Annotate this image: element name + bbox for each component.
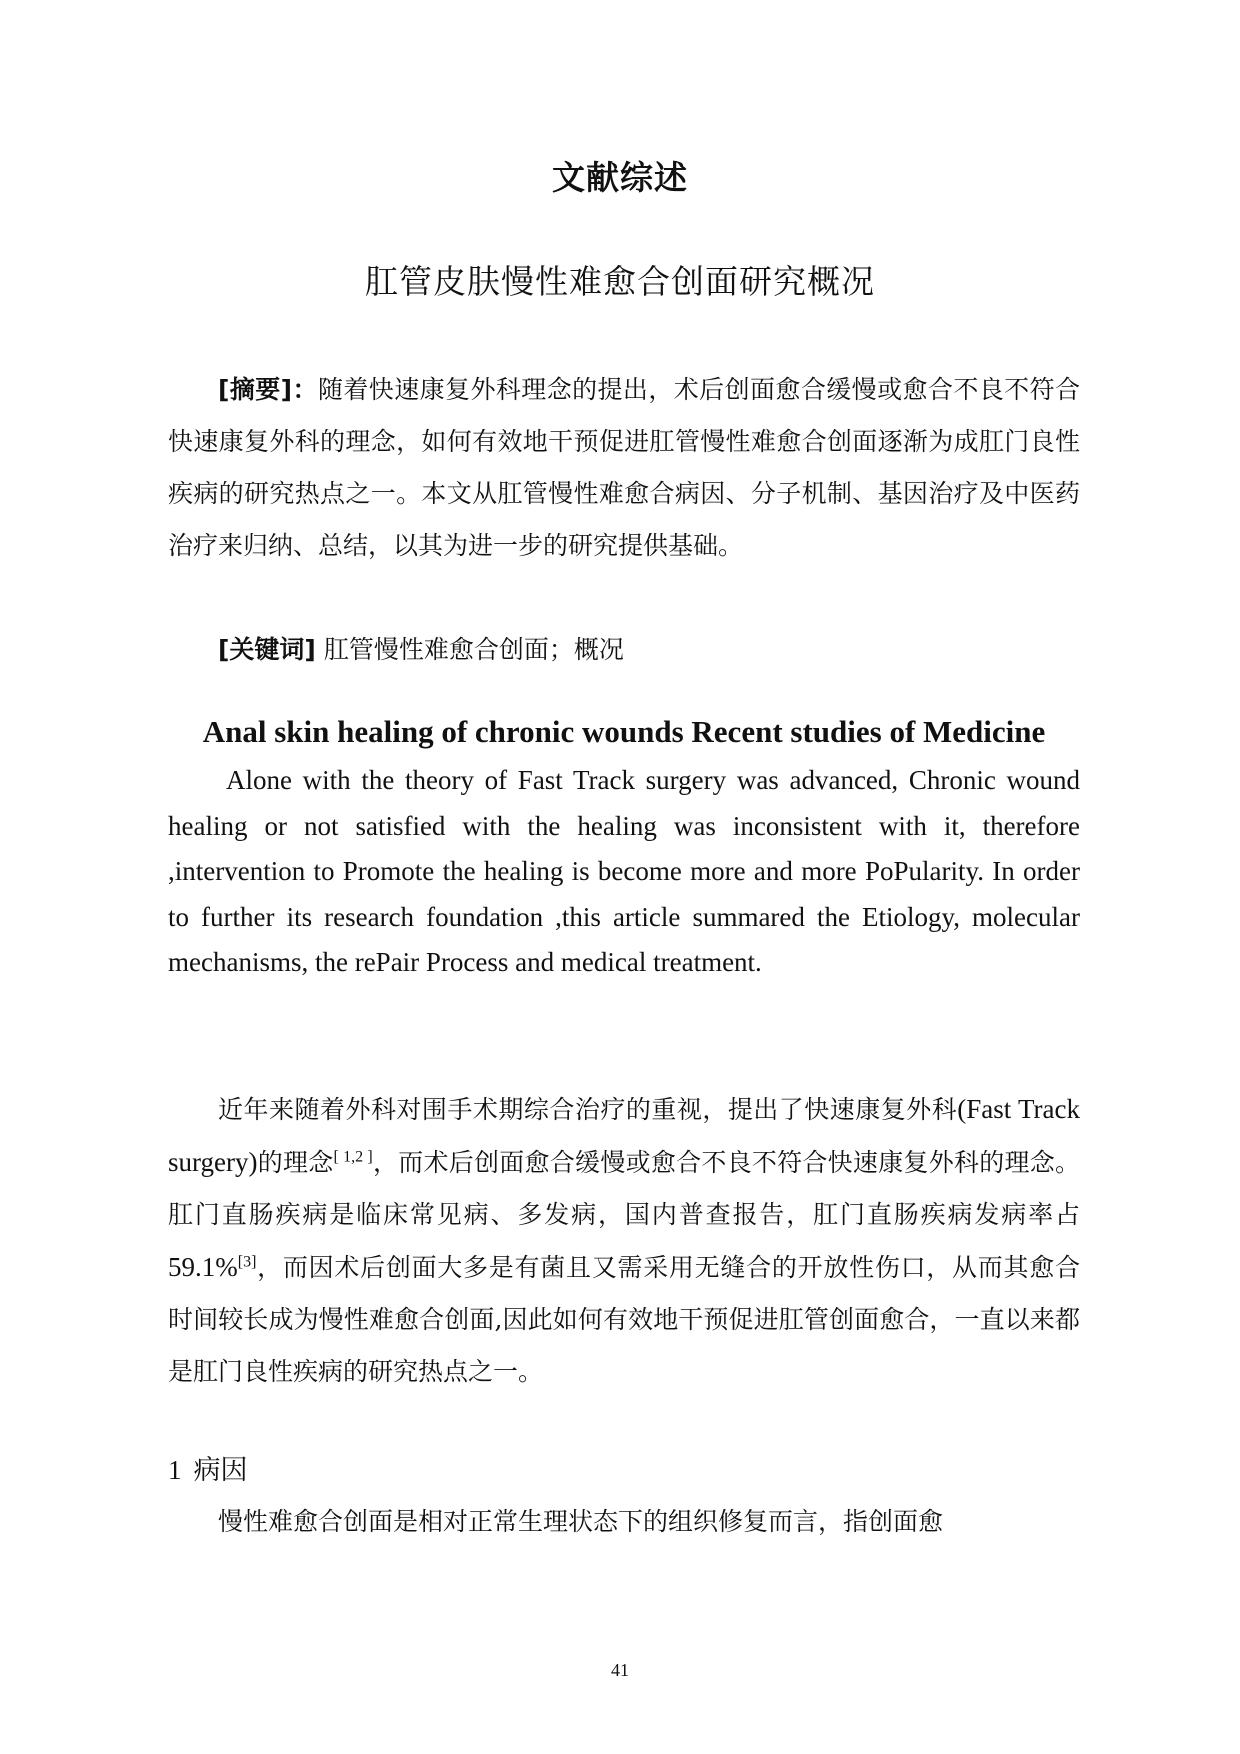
section-1-heading [168,1444,248,1497]
intro-paragraph [168,1083,1080,1398]
intro-text-1: 近年来随着外科对围手术期综合治疗的重视，提出了快速康复外科 [218,1095,958,1124]
intro-text-3: ，而术后创面愈合缓慢或愈合不良不符合快速康复外科的理念。肛门直肠疾病是临床常见病、多发病，国内普查报告，肛门直肠疾病发病率占 [168,1148,1080,1229]
keywords-label: [关键词] [218,635,316,664]
english-abstract: Alone with the theory of Fast Track surgery was advanced, Chronic wound healing or not satisfied with the healing was inconsistent with it, therefore ,intervention to Promote the healing is become more and more PoPularity. In order to further its research foundation ,this article summared the Etiology, molecular mechanisms, the rePair Process and medical treatment. [168,765,1080,977]
section-heading: 文献综述 [552,158,688,197]
intro-text-4: ，而因术后创面大多是有菌且又需采用无缝合的开放性伤口，从而其愈合时间较长成为慢性难愈合创面,因此如何有效地干预促进肛管创面愈合，一直以来都是肛门良性疾病的研究热点之一。 [168,1253,1080,1386]
intro-latin-term: (Fast Track surgery) [168,1094,1080,1177]
intro-percent: 59.1% [168,1252,238,1282]
section-1-number: 1 [168,1455,182,1485]
abstract-separator: ： [292,375,318,404]
page-number: 41 [611,1660,629,1680]
intro-text-2: 的理念 [257,1148,334,1177]
abstract-text: 随着快速康复外科理念的提出，术后创面愈合缓慢或愈合不良不符合快速康复外科的理念，如何有效地干预促进肛管慢性难愈合创面逐渐为成肛门良性疾病的研究热点之一。本文从肛管慢性难愈合病因、分子机制、基因治疗及中医药治疗来归纳、总结，以其为进一步的研究提供基础。 [168,375,1080,560]
article-title: 肛管皮肤慢性难愈合创面研究概况 [365,262,875,301]
abstract-paragraph [168,364,1080,572]
english-title: Anal skin healing of chronic wounds Recent studies of Medicine [202,714,1046,749]
keywords-paragraph [168,624,1080,676]
keywords-text: 肛管慢性难愈合创面；概况 [323,635,624,664]
citation-ref-2: [3] [237,1253,257,1271]
section-1-paragraph: 慢性难愈合创面是相对正常生理状态下的组织修复而言，指创面愈 [218,1507,944,1536]
citation-ref-1: [ 1,2 ] [333,1148,373,1166]
abstract-label: [摘要] [218,375,293,404]
section-1-title: 病因 [193,1455,248,1486]
